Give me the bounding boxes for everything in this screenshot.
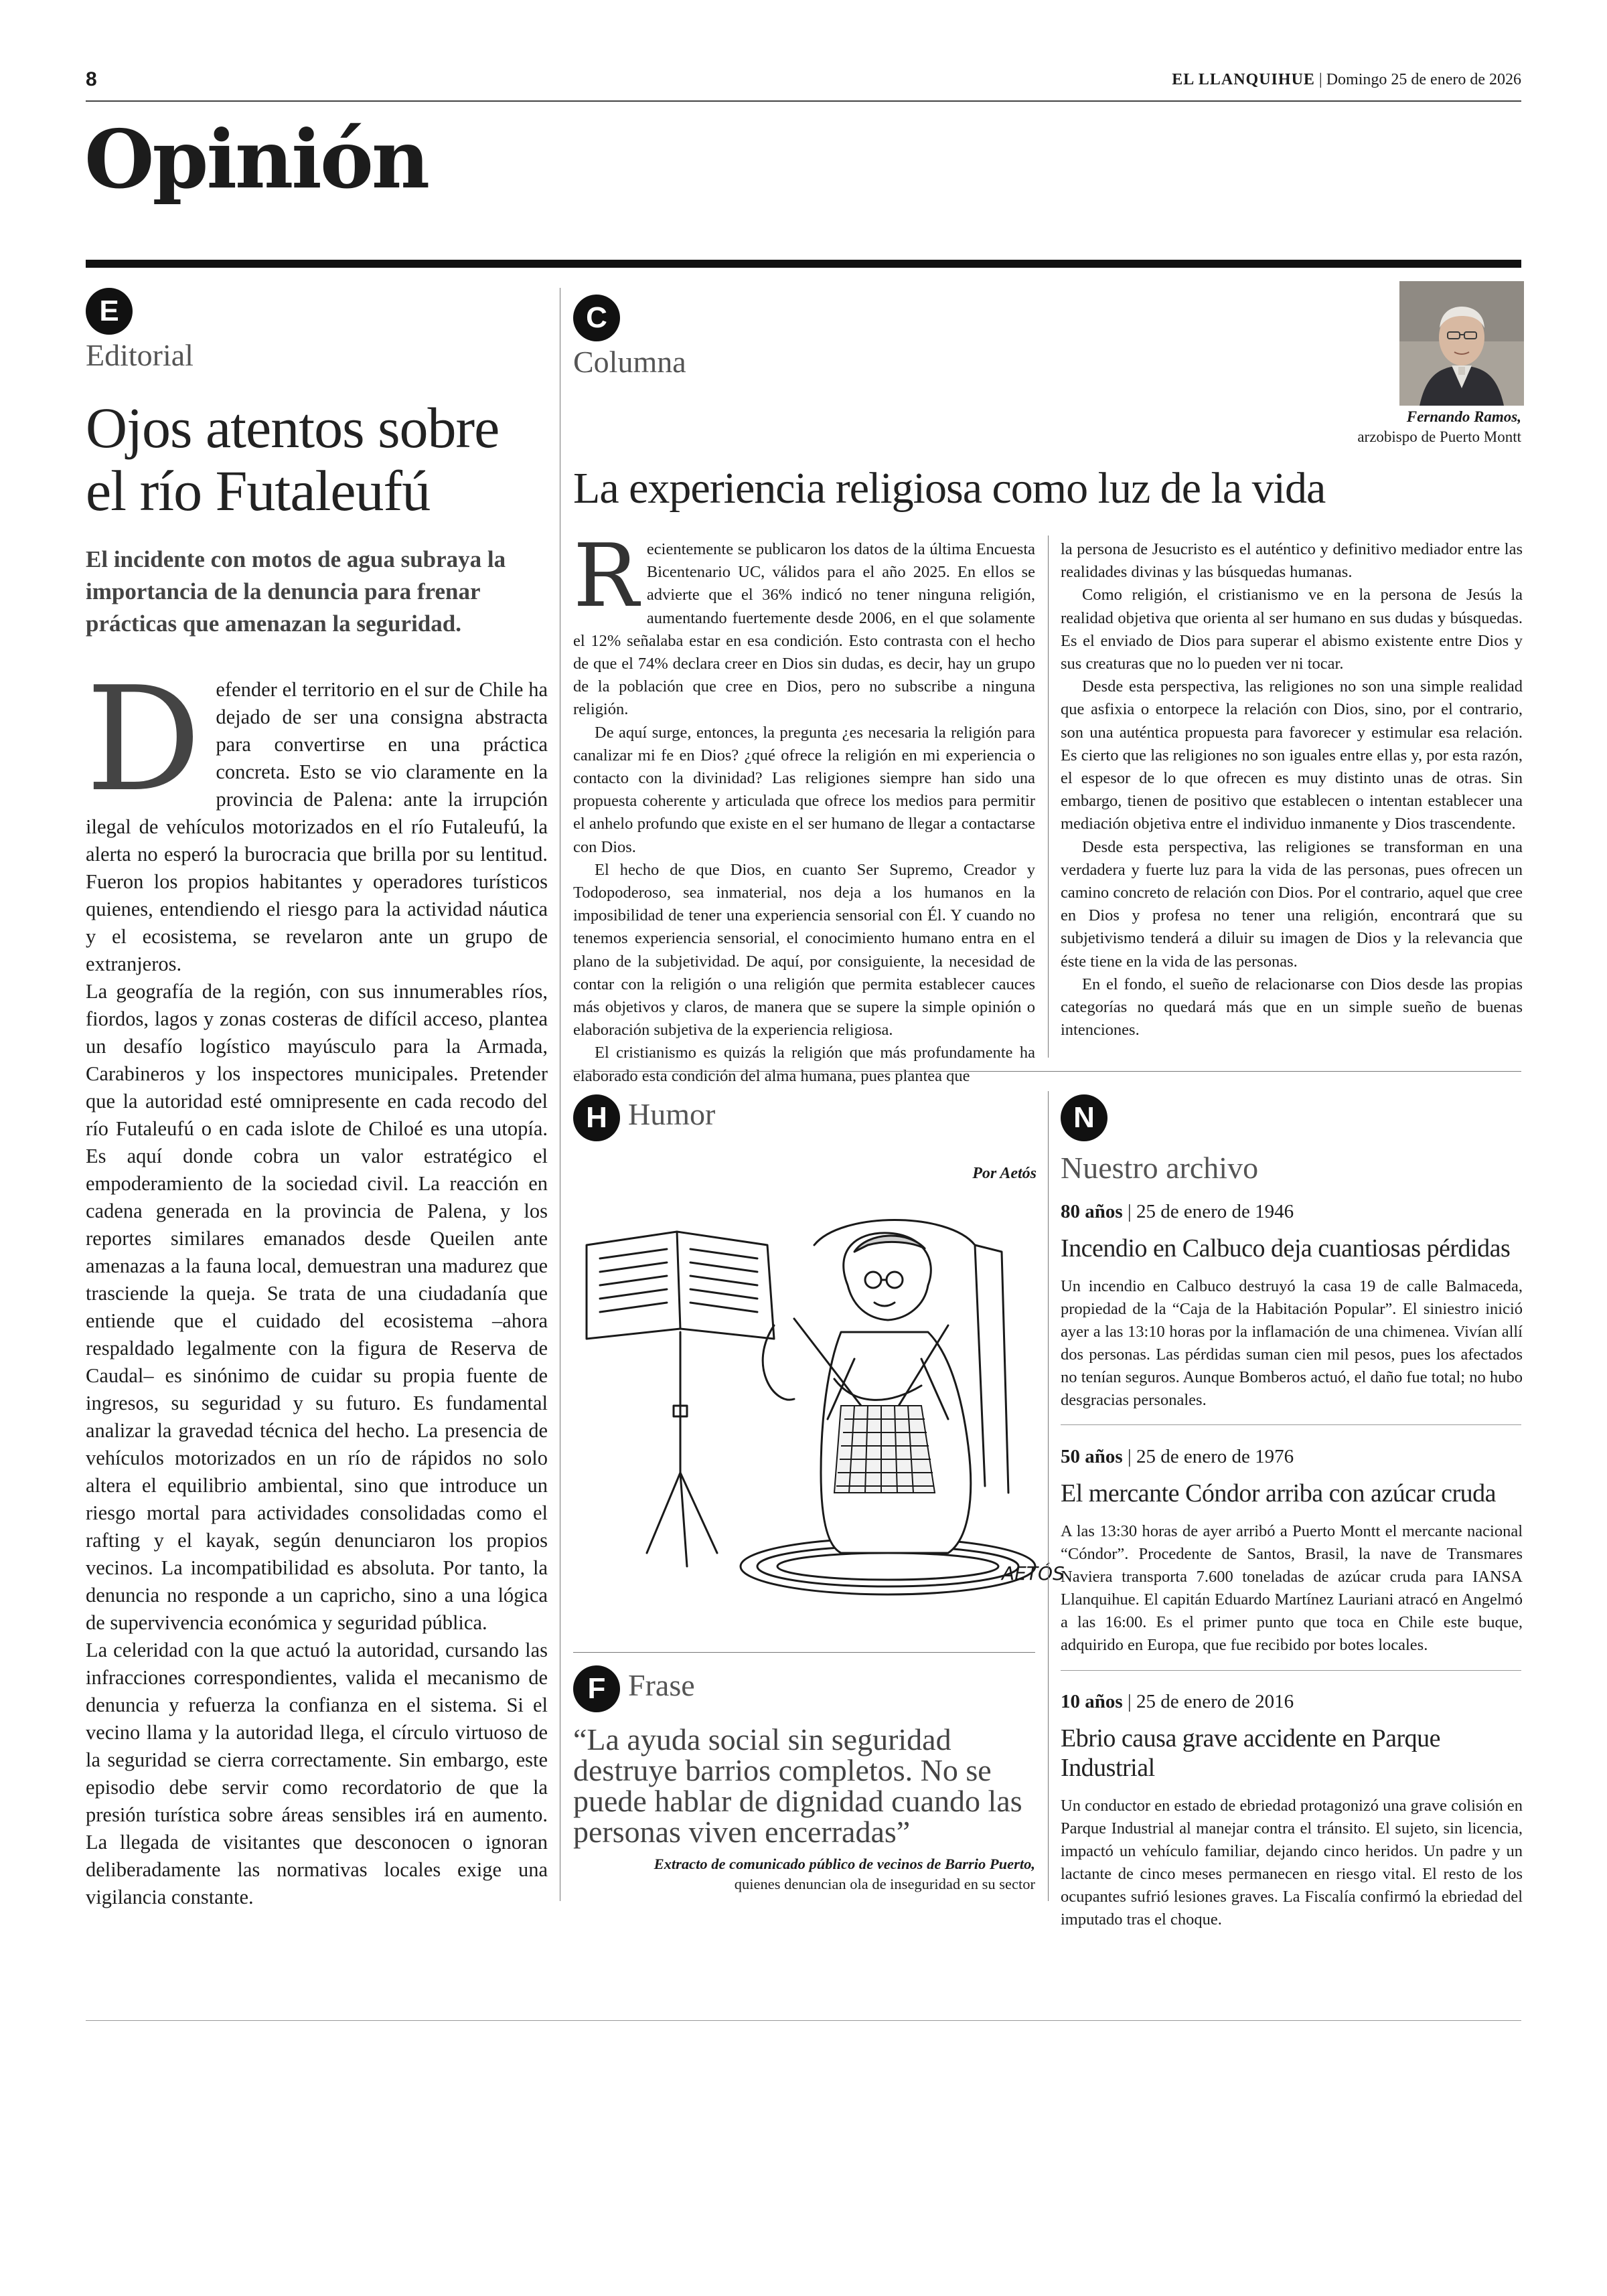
cartoon-drawing bbox=[573, 1205, 1065, 1607]
column-bottom-rule bbox=[573, 1071, 1521, 1072]
archive-rule bbox=[1061, 1670, 1521, 1671]
archive-kicker: Nuestro archivo bbox=[1061, 1151, 1259, 1185]
editorial-badge: E bbox=[86, 288, 133, 335]
humor-badge: H bbox=[573, 1094, 620, 1141]
column-badge: C bbox=[573, 295, 620, 341]
issue-date: Domingo 25 de enero de 2026 bbox=[1326, 71, 1521, 88]
masthead-separator: | bbox=[1318, 71, 1322, 88]
editorial-body bbox=[86, 655, 548, 1911]
frase-source bbox=[573, 1854, 1035, 1894]
columnist-photo bbox=[1399, 281, 1524, 406]
masthead bbox=[1172, 71, 1521, 89]
archive-item-headline: Ebrio causa grave accidente en Parque Industrial bbox=[1061, 1724, 1441, 1782]
editorial-paragraph: La celeridad con la que actuó la autoridad, cursando las infracciones correspondientes, valida el mecanismo de denuncia y refuerza la confianza en el sistema. Si el vecino llama y la autoridad llega, el círculo virtuoso de la seguridad se cierra correctamente. Sin embargo, este episodio debe servir como recordatorio de que la presión turística sobre áreas sensibles irá en aumento. La llegada de visitantes que desconocen o ignoran deliberadamente las normativas locales exige una vigilancia constante. bbox=[86, 1639, 548, 1908]
column-kicker: Columna bbox=[573, 345, 686, 379]
column-paragraph: De aquí surge, entonces, la pregunta ¿es necesaria la religión para canalizar mi fe en Dios? ¿qué ofrece la religión en mi experiencia o contacto con la divinidad? Las religiones siempre han sido una propuesta coherente y articulada que ofrece los medios para permitir el anhelo profundo que existe en el ser humano de llegar a contactarse con Dios. bbox=[573, 723, 1035, 856]
top-rule bbox=[86, 100, 1521, 102]
section-title: Opinión bbox=[84, 112, 429, 207]
column-paragraph: En el fondo, el sueño de relacionarse con Dios desde las propias categorías no quedará más que en un simple sueño de buenas intenciones. bbox=[1061, 975, 1523, 1040]
column-paragraph bbox=[573, 525, 1035, 722]
column-paragraph-text: ecientemente se publicaron los datos de la última Encuesta Bicentenario UC, válidos para el año 2025. En ellos se advierte que el 36% indicó no tener ninguna religión, aumentando fuertemente desde 2006, en el que solamente el 12% señalaba estar en esa condición. Esto contrasta con el hecho de que el 74% declara creer en Dios sin dudas, es decir, hay un grupo de la población que cree en Dios, pero no subscribe a ninguna religión. bbox=[573, 540, 1035, 719]
archive-item bbox=[1061, 1201, 1523, 1412]
section-rule bbox=[86, 260, 1521, 268]
archive-rule bbox=[1061, 1424, 1521, 1425]
archive-item-dateline: 50 años | 25 de enero de 1976 bbox=[1061, 1446, 1294, 1467]
page-bottom-rule bbox=[86, 2020, 1521, 2021]
newspaper-name: EL LLANQUIHUE bbox=[1172, 71, 1315, 88]
column-paragraph: Desde esta perspectiva, las religiones no son una simple realidad que asfixia o entorpece la relación con Dios, sino, por el contrario, son una auténtica propuesta para favorecer y estimular esa relación. Es cierto que las religiones no son iguales entre ellas y, por esta razón, el espesor de lo que ofrecen es muy distinto unas de otras. Sin embargo, tienen de positivo que establecen o intentan establecer una mediación objetiva entre el individuo inmanente y Dios trascendente. bbox=[1061, 677, 1523, 833]
column-inner-divider bbox=[1048, 536, 1049, 1058]
editorial-dropcap: D bbox=[86, 655, 202, 823]
editorial-paragraph: La geografía de la región, con sus innumerables ríos, fiordos, lagos y zonas costeras de difícil acceso, plantea un desafío logístico mayúsculo para la Armada, Carabineros y los inspectores municipales. Pretender que la autoridad esté omnipresente en cada recodo del río Futaleufú o en cada islote de Chiloé es una utopía. Es aquí donde cobra un valor estratégico el empoderamiento de la sociedad civil. La reacción en cadena generada en la provincia de Palena, y los reportes similares emanados desde Queilen ante amenazas a la fauna local, demuestran una madurez que trasciende la queja. Se trata de una ciudadanía que entiende que el cuidado del ecosistema –ahora respaldado legalmente con la figura de Reserva de Caudal– es sinónimo de cuidar su propia fuente de ingresos, su seguridad y su futuro. Es fundamental analizar la gravedad técnica del hecho. La presencia de vehículos motorizados en un río de rápidos no solo altera el equilibrio ambiental, sino que introduce un riesgo mortal para actividades consolidadas como el rafting y el kayak, según denunciaron los propios vecinos. La incompatibilidad es absoluta. Por tanto, la denuncia no responde a un capricho, sino a una lógica de supervivencia económica y seguridad pública. bbox=[86, 980, 548, 1634]
archive-item-body: Un incendio en Calbuco destruyó la casa 19 de calle Balmaceda, propiedad de la “Caja de la Habitación Popular”. El siniestro inició ayer a las 13:10 horas por la inflamación de una chimenea. Vivían allí dos personas. Las pérdidas suman cien mil pesos, pues los afectados no tenían seguros. Aunque Bomberos actuó, el daño fue total; no hubo desgracias personales. bbox=[1061, 1277, 1523, 1409]
column-paragraph: El hecho de que Dios, en cuanto Ser Supremo, Creador y Todopoderoso, sea inmaterial, nos deja a los humanos en la imposibilidad de tener una experiencia sensorial con Él. Y cuando no tenemos experiencia sensorial, el conocimiento humano entra en el plano de la subjetividad. De aquí, por consiguiente, la necesidad de contar con la religión o una religión que permita establecer cauces más objetivos y claros, de manera que se supere la simple opinión o elaboración subjetiva de la experiencia religiosa. bbox=[573, 860, 1035, 1040]
column-body-right bbox=[1061, 538, 1523, 1042]
archive-divider bbox=[1048, 1091, 1049, 1901]
archive-item-date: 25 de enero de 1946 bbox=[1136, 1201, 1294, 1222]
column-body-left bbox=[573, 525, 1035, 1088]
column-paragraph: El cristianismo es quizás la religión que más profundamente ha elaborado esta condición del alma humana, pues plantea que bbox=[573, 1044, 1035, 1085]
humor-byline: Por Aetós bbox=[972, 1165, 1037, 1182]
cartoon-signature: AETÓS bbox=[1002, 1562, 1065, 1584]
frase-source-detail: quienes denuncian ola de inseguridad en su sector bbox=[734, 1876, 1035, 1892]
frase-kicker: Frase bbox=[628, 1668, 695, 1702]
archive-item-date: 25 de enero de 1976 bbox=[1136, 1446, 1294, 1467]
column-paragraph: Como religión, el cristianismo ve en la persona de Jesús la realidad objetiva que orienta al ser humano en sus dudas y búsquedas. Es el enviado de Dios para superar el abismo existente entre Dios y sus creaturas que no lo pueden ver ni tocar. bbox=[1061, 586, 1523, 673]
archive-item-years: 50 años bbox=[1061, 1446, 1123, 1467]
archive-item bbox=[1061, 1691, 1523, 1931]
archive-item-dateline: 10 años | 25 de enero de 2016 bbox=[1061, 1691, 1294, 1712]
page-number: 8 bbox=[86, 68, 97, 90]
columnist-portrait bbox=[1399, 281, 1524, 406]
archive-item-body: A las 13:30 horas de ayer arribó a Puerto Montt el mercante nacional “Cóndor”. Procedente de Santos, Brasil, la nave de Transmares Naviera transporta 7.600 toneladas de azúcar cruda para IANSA Llanquihue. El capitán Eduardo Martínez Lauriani atracó en Angelmó a las 16:00. Es el primer punto que toca en Chile este buque, adquirido en Europa, que fue recibido por botes locales. bbox=[1061, 1522, 1523, 1654]
frase-badge: F bbox=[573, 1665, 620, 1712]
archive-item-headline: El mercante Cóndor arriba con azúcar cruda bbox=[1061, 1479, 1496, 1507]
archive-item-body: Un conductor en estado de ebriedad protagonizó una grave colisión en Parque Industrial al manejar contra el tránsito. El sujeto, sin licencia, impactó un vehículo familiar, dejando cinco heridos. Un padre y un lactante de cinco meses permanecen en riesgo vital. El resto de los ocupantes sufrió lesiones graves. La Fiscalía confirmó la ebriedad del imputado tras el choque. bbox=[1061, 1797, 1523, 1929]
archive-item-years: 80 años bbox=[1061, 1201, 1123, 1222]
humor-cartoon bbox=[573, 1205, 1065, 1607]
archive-item-headline: Incendio en Calbuco deja cuantiosas pérdidas bbox=[1061, 1234, 1511, 1262]
frase-top-rule bbox=[573, 1652, 1035, 1653]
columnist-role: arzobispo de Puerto Montt bbox=[1357, 428, 1521, 445]
frase-source-who: Extracto de comunicado público de vecinos de Barrio Puerto, bbox=[654, 1856, 1035, 1872]
column-paragraph: Desde esta perspectiva, las religiones se transforman en una verdadera y fuerte luz para la vida de las personas, pues ofrecen un camino concreto de relación con Dios. Por el contrario, aquel que cree en Dios y profesa no tener una religión, encontrará que su subjetivismo tenderá a diluir su imagen de Dios y la relevancia que éste tiene en la vida de las personas. bbox=[1061, 837, 1523, 971]
editorial-kicker: Editorial bbox=[86, 338, 194, 372]
archive-item-date: 25 de enero de 2016 bbox=[1136, 1691, 1294, 1712]
column-dropcap: R bbox=[573, 525, 639, 627]
humor-kicker: Humor bbox=[628, 1097, 716, 1131]
editorial-paragraph bbox=[86, 655, 548, 978]
editorial-headline: Ojos atentos sobre el río Futaleufú bbox=[86, 396, 500, 523]
archive-badge: N bbox=[1061, 1094, 1107, 1141]
archive-item-dateline: 80 años | 25 de enero de 1946 bbox=[1061, 1201, 1294, 1222]
frase-quote: “La ayuda social sin seguridad destruye barrios completos. No se puede hablar de dignidad cuando las personas viven encerradas” bbox=[573, 1722, 1022, 1849]
columnist-name: Fernando Ramos, bbox=[1406, 408, 1521, 425]
editorial-summary: El incidente con motos de agua subraya la importancia de la denuncia para frenar prácticas que amenazan la seguridad. bbox=[86, 546, 506, 637]
archive-item bbox=[1061, 1446, 1523, 1657]
editorial-paragraph-text: efender el territorio en el sur de Chile ha dejado de ser una consigna abstracta para convertirse en una práctica concreta. Esto se vio claramente en la provincia de Palena: ante la irrupción ilegal de vehículos motorizados en el río Futaleufú, la alerta no esperó la burocracia que brilla por su lentitud. Fueron los propios habitantes y operadores turísticos quienes, entendiendo el riesgo para la actividad náutica y el ecosistema, se revelaron ante un grupo de extranjeros. bbox=[86, 678, 548, 975]
column-headline: La experiencia religiosa como luz de la vida bbox=[573, 464, 1326, 513]
column-paragraph: la persona de Jesucristo es el auténtico y definitivo mediador entre las realidades divinas y las búsquedas humanas. bbox=[1061, 540, 1523, 582]
archive-item-years: 10 años bbox=[1061, 1691, 1123, 1712]
